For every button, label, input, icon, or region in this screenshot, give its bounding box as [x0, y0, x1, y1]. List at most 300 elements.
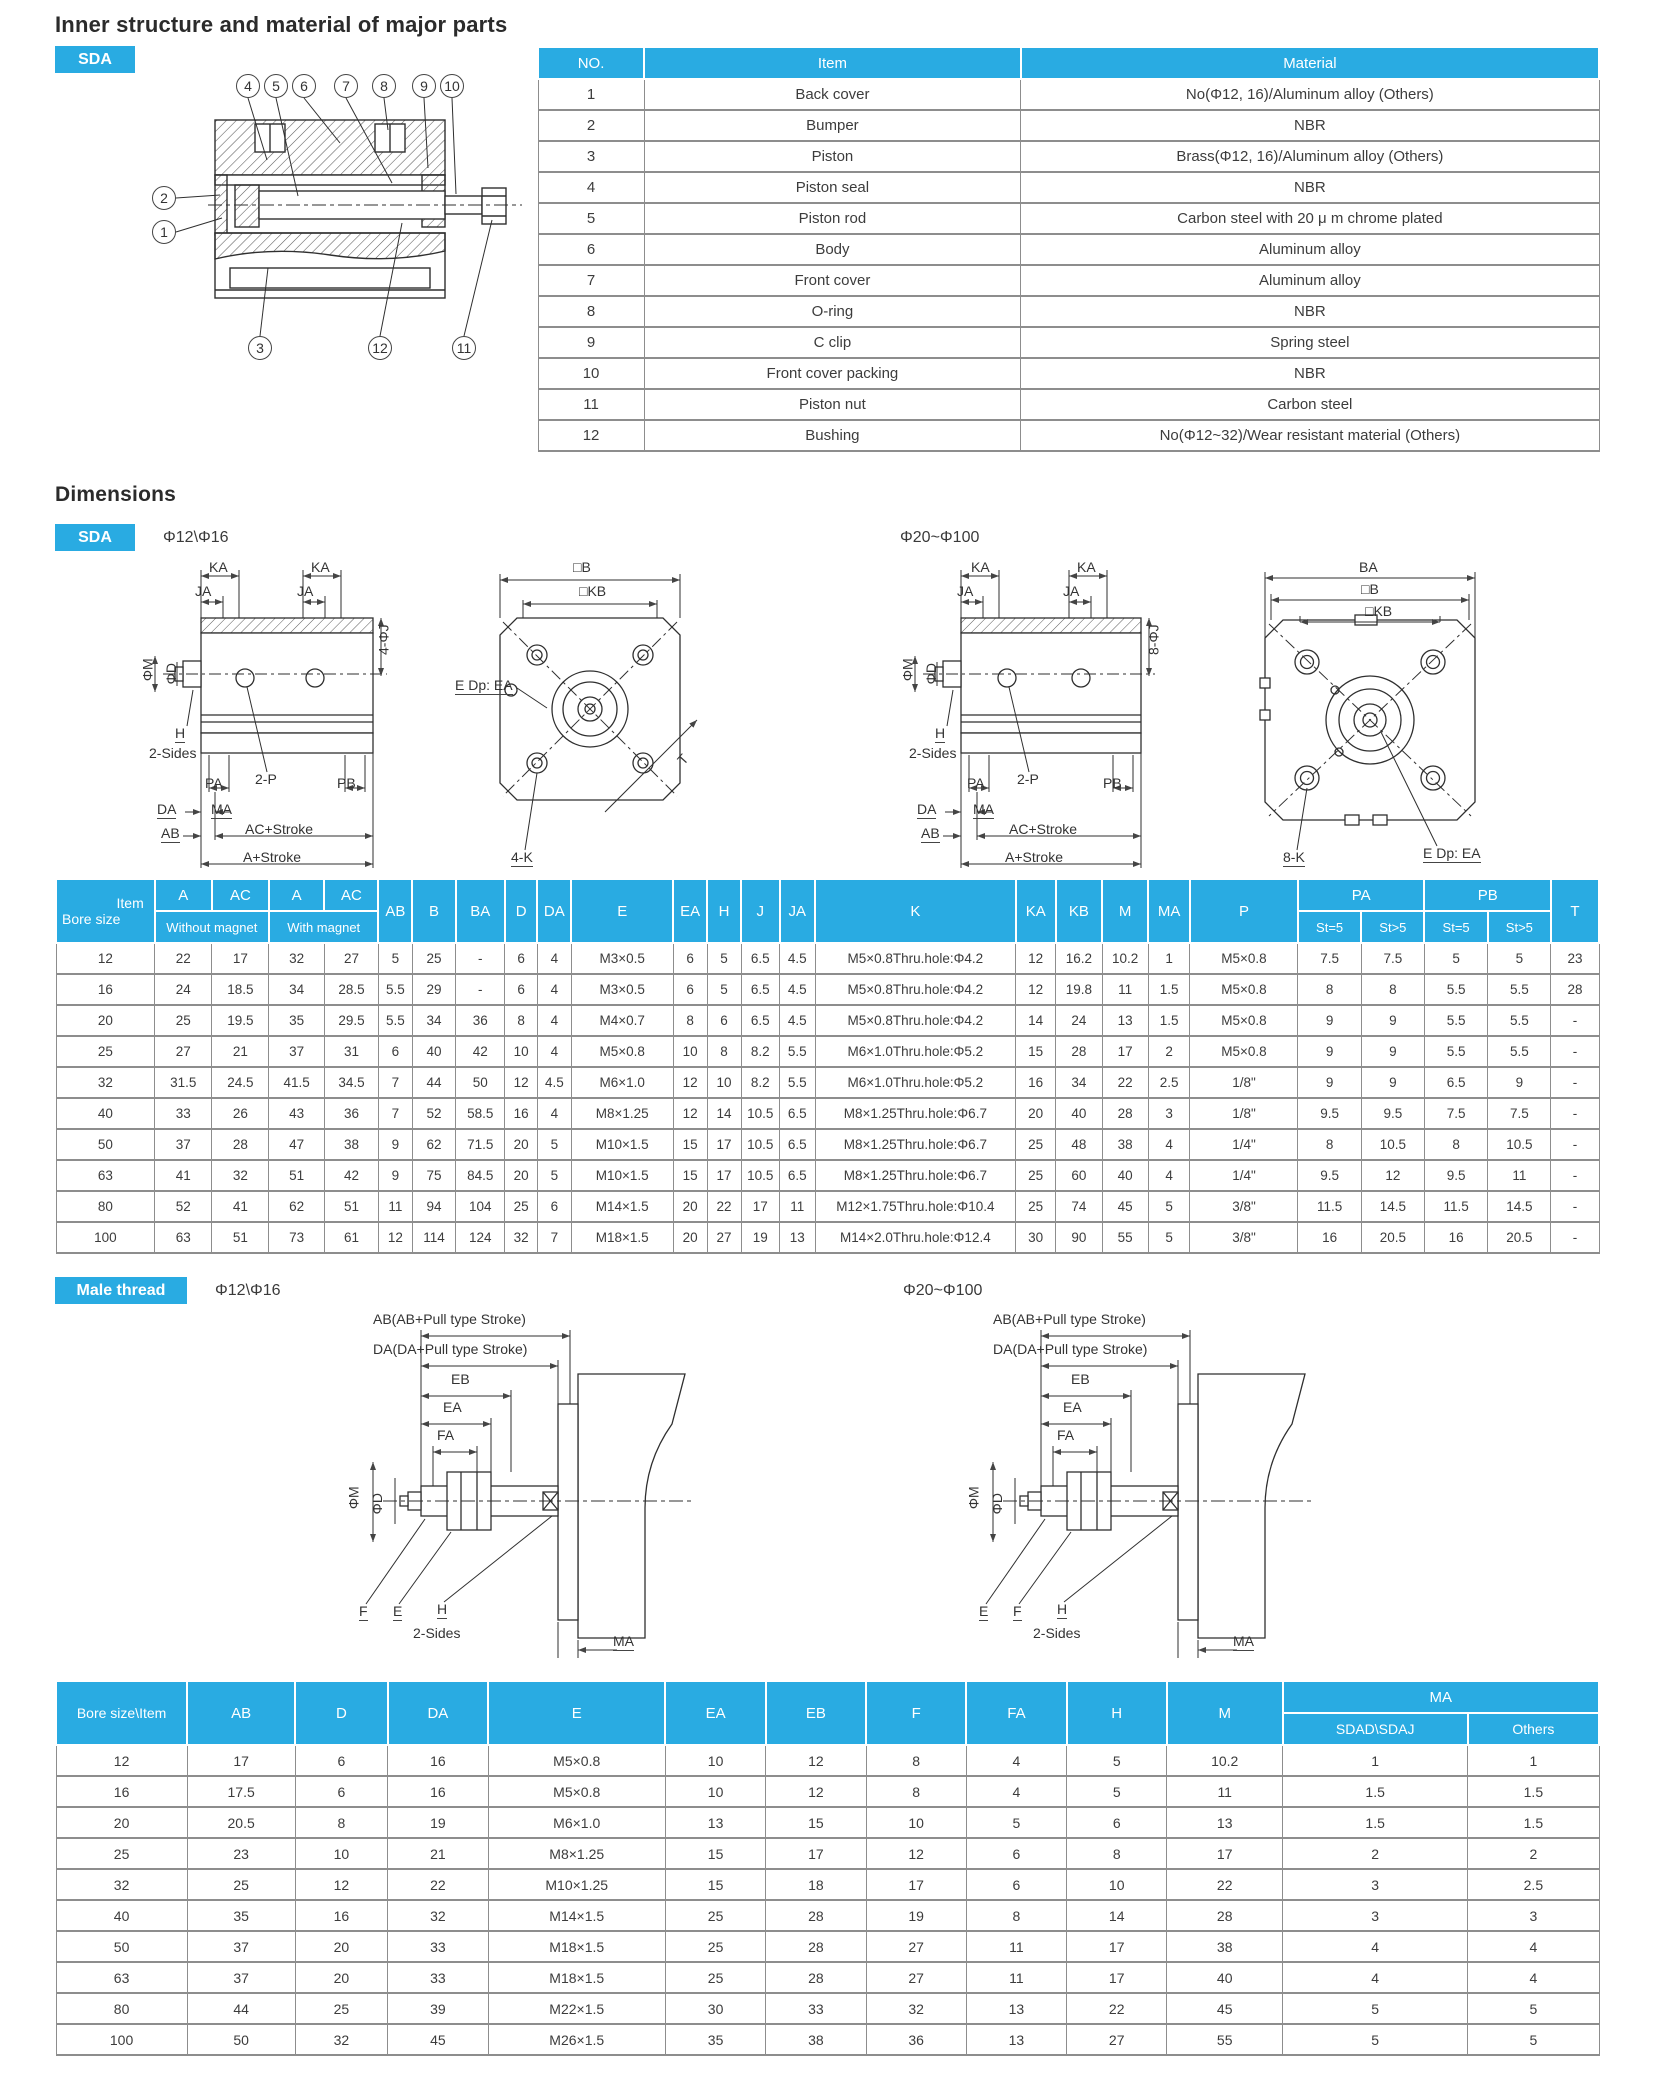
table-cell: 10	[505, 1036, 537, 1067]
dim-label: DA	[157, 802, 176, 819]
table-cell: 5	[1148, 1222, 1190, 1253]
table-cell: 5	[1468, 2024, 1599, 2055]
table-cell: 22	[388, 1869, 488, 1900]
table-cell: 34	[269, 974, 325, 1005]
table-cell: 8.2	[741, 1036, 780, 1067]
table-cell: 40	[1167, 1962, 1283, 1993]
table-cell: 19	[866, 1900, 966, 1931]
sda-small-front-svg	[455, 560, 725, 900]
table-cell: 7.5	[1361, 943, 1424, 974]
callout-number: 7	[334, 74, 358, 98]
table-cell: 8	[673, 1005, 707, 1036]
male-thread-large-drawing	[845, 1312, 1410, 1672]
table-cell: 5.5	[1488, 974, 1551, 1005]
table-cell: 15	[673, 1129, 707, 1160]
col-header-no: NO.	[538, 47, 644, 79]
table-cell: 7.5	[1424, 1098, 1487, 1129]
table-row	[56, 1993, 1599, 2024]
table-cell: 12	[56, 1745, 187, 1776]
table-cell: 28	[1102, 1098, 1148, 1129]
table-cell: 16	[295, 1900, 388, 1931]
male-thread-table	[55, 1680, 1600, 2056]
table-cell: 114	[412, 1222, 455, 1253]
table-cell: 21	[388, 1838, 488, 1869]
table-row	[56, 1962, 1599, 1993]
table-cell: 47	[269, 1129, 325, 1160]
table-cell: 8	[1298, 1129, 1361, 1160]
dim-label: H	[935, 726, 945, 743]
table-cell: 5.5	[378, 1005, 412, 1036]
table-cell: 37	[187, 1962, 295, 1993]
table-cell: 14.5	[1361, 1191, 1424, 1222]
table-header-row	[538, 47, 1599, 79]
table-cell: 40	[56, 1900, 187, 1931]
table-cell: Carbon steel	[1021, 389, 1599, 420]
table-cell: -	[1551, 1098, 1599, 1129]
dim-label: □B	[1361, 581, 1379, 597]
dim-label: 2-Sides	[1033, 1625, 1081, 1641]
table-cell: 3	[538, 141, 644, 172]
table-cell: 4	[966, 1776, 1066, 1807]
dim-label: 2-P	[1017, 771, 1039, 787]
table-cell: 4	[1468, 1931, 1599, 1962]
table-cell: M14×1.5	[488, 1900, 665, 1931]
table-row	[538, 110, 1599, 141]
bore-range-label-small: Φ12\Φ16	[163, 529, 229, 546]
table-cell: 28	[212, 1129, 269, 1160]
page-title: Inner structure and material of major parts	[55, 12, 508, 37]
table-cell: 15	[1016, 1036, 1056, 1067]
table-cell: 5	[1283, 1993, 1468, 2024]
table-cell: 1	[1283, 1745, 1468, 1776]
table-cell: 10.5	[1361, 1129, 1424, 1160]
table-cell: 32	[295, 2024, 388, 2055]
table-cell: 20	[673, 1191, 707, 1222]
table-cell: 37	[269, 1036, 325, 1067]
table-cell: 44	[187, 1993, 295, 2024]
table-row	[56, 1098, 1599, 1129]
table-cell: 13	[665, 1807, 765, 1838]
table-cell: 16	[1016, 1067, 1056, 1098]
table-cell: M6×1.0	[571, 1067, 673, 1098]
dim-label: H	[1057, 1602, 1067, 1619]
dim-label: 2-Sides	[909, 745, 957, 761]
dim-label: 2-Sides	[149, 745, 197, 761]
table-cell: M5×0.8	[1190, 1005, 1298, 1036]
table-cell: Back cover	[644, 79, 1021, 110]
table-cell: 17.5	[187, 1776, 295, 1807]
table-cell: 38	[766, 2024, 866, 2055]
table-cell: M5×0.8	[488, 1776, 665, 1807]
dim-label: ΦM	[965, 1486, 982, 1510]
table-cell: M4×0.7	[571, 1005, 673, 1036]
table-cell: 14	[1016, 1005, 1056, 1036]
table-row	[56, 1129, 1599, 1160]
table-cell: 8	[866, 1745, 966, 1776]
table-cell: 17	[1067, 1931, 1167, 1962]
table-row	[56, 1931, 1599, 1962]
table-cell: 17	[866, 1869, 966, 1900]
col-header-JA: JA	[780, 879, 815, 943]
table-cell: 34	[412, 1005, 455, 1036]
table-row	[56, 974, 1599, 1005]
table-cell: 13	[1167, 1807, 1283, 1838]
table-cell: 10	[1067, 1869, 1167, 1900]
table-row	[538, 358, 1599, 389]
table-cell: 20.5	[1488, 1222, 1551, 1253]
table-cell: 63	[155, 1222, 212, 1253]
dim-label: EA	[443, 1399, 462, 1415]
dim-label: KA	[1077, 559, 1096, 575]
table-cell: 20.5	[187, 1807, 295, 1838]
table-cell: 19	[741, 1222, 780, 1253]
table-cell: 8	[1361, 974, 1424, 1005]
table-cell: 34	[1056, 1067, 1102, 1098]
table-cell: 55	[1102, 1222, 1148, 1253]
callout-number: 3	[248, 336, 272, 360]
table-cell: 11	[1488, 1160, 1551, 1191]
col-header-others: Others	[1468, 1713, 1599, 1745]
table-cell: 80	[56, 1191, 155, 1222]
table-cell: 22	[707, 1191, 741, 1222]
table-header-row	[56, 1681, 1599, 1713]
table-cell: 73	[269, 1222, 325, 1253]
table-cell: 20	[1016, 1098, 1056, 1129]
table-cell: 6.5	[780, 1160, 815, 1191]
table-cell: 28	[766, 1962, 866, 1993]
dim-label: AB	[921, 826, 940, 843]
table-cell: 5.5	[1424, 1036, 1487, 1067]
dim-label: 2-P	[255, 771, 277, 787]
table-cell: 8	[1298, 974, 1361, 1005]
inner-structure-drawing	[130, 68, 530, 373]
table-cell: 6.5	[741, 974, 780, 1005]
table-cell: Piston seal	[644, 172, 1021, 203]
table-cell: 10.5	[741, 1160, 780, 1191]
table-cell: 11	[780, 1191, 815, 1222]
col-header-H: H	[707, 879, 741, 943]
table-cell: 4.5	[780, 943, 815, 974]
table-cell: 4	[1283, 1931, 1468, 1962]
table-cell: 6	[673, 943, 707, 974]
table-cell: 16	[56, 1776, 187, 1807]
table-cell: 12	[1016, 974, 1056, 1005]
callout-number: 5	[264, 74, 288, 98]
table-cell: 11	[378, 1191, 412, 1222]
col-header-F: F	[866, 1681, 966, 1745]
table-cell: 5.5	[780, 1067, 815, 1098]
table-cell: 6	[295, 1745, 388, 1776]
dim-label: □B	[573, 559, 591, 575]
table-cell: C clip	[644, 327, 1021, 358]
table-cell: 42	[324, 1160, 378, 1191]
table-cell: 17	[1167, 1838, 1283, 1869]
table-cell: 11	[538, 389, 644, 420]
table-cell: 3/8"	[1190, 1191, 1298, 1222]
table-cell: 63	[56, 1962, 187, 1993]
table-row	[56, 1222, 1599, 1253]
table-cell: 9	[1488, 1067, 1551, 1098]
table-cell: 12	[295, 1869, 388, 1900]
table-cell: 8	[1067, 1838, 1167, 1869]
table-cell: 9	[378, 1160, 412, 1191]
table-cell: 5.5	[1488, 1005, 1551, 1036]
sda-badge: SDA	[55, 524, 135, 551]
table-cell: 16	[1298, 1222, 1361, 1253]
dim-label: 8-K	[1283, 850, 1305, 867]
table-cell: 8.2	[741, 1067, 780, 1098]
table-cell: 28	[1056, 1036, 1102, 1067]
table-cell: 2	[1148, 1036, 1190, 1067]
table-cell: 5.5	[1424, 974, 1487, 1005]
col-header-H: H	[1067, 1681, 1167, 1745]
col-header-A: A	[155, 879, 212, 911]
table-cell: 17	[741, 1191, 780, 1222]
dim-label: □KB	[579, 583, 607, 599]
table-cell: M18×1.5	[488, 1931, 665, 1962]
table-cell: 1/4"	[1190, 1129, 1298, 1160]
table-cell: 25	[1016, 1129, 1056, 1160]
col-header-E: E	[488, 1681, 665, 1745]
table-cell: -	[1551, 1160, 1599, 1191]
table-cell: 12	[56, 943, 155, 974]
table-row	[538, 234, 1599, 265]
dim-label: PA	[967, 775, 985, 791]
table-cell: 62	[412, 1129, 455, 1160]
table-cell: 33	[388, 1931, 488, 1962]
dim-label: 4-ΦJ	[375, 624, 392, 656]
table-cell: 17	[187, 1745, 295, 1776]
table-row	[56, 1776, 1599, 1807]
table-cell: 2.5	[1468, 1869, 1599, 1900]
table-cell: 7	[378, 1098, 412, 1129]
table-cell: 4.5	[537, 1067, 571, 1098]
table-row	[56, 2024, 1599, 2055]
table-cell: 8	[966, 1900, 1066, 1931]
table-cell: 9	[1361, 1067, 1424, 1098]
table-cell: 12	[766, 1745, 866, 1776]
table-cell: 32	[56, 1067, 155, 1098]
col-header-AC: AC	[212, 879, 269, 911]
table-cell: 20	[295, 1962, 388, 1993]
dim-label: 2-Sides	[413, 1625, 461, 1641]
table-cell: M8×1.25Thru.hole:Φ6.7	[815, 1129, 1016, 1160]
table-cell: 3/8"	[1190, 1222, 1298, 1253]
table-cell: 18	[766, 1869, 866, 1900]
dim-label: E	[979, 1604, 988, 1621]
table-cell: 4.5	[780, 1005, 815, 1036]
table-cell: 16.2	[1056, 943, 1102, 974]
table-row	[56, 1838, 1599, 1869]
table-cell: 10	[665, 1745, 765, 1776]
table-cell: 1.5	[1148, 1005, 1190, 1036]
table-cell: 7.5	[1298, 943, 1361, 974]
dim-label: KA	[971, 559, 990, 575]
dim-label: FA	[1057, 1427, 1075, 1443]
col-header-stg5: St>5	[1361, 911, 1424, 943]
col-header-BA: BA	[456, 879, 505, 943]
table-cell: 4	[966, 1745, 1066, 1776]
table-cell: 9	[1298, 1005, 1361, 1036]
col-header-AB: AB	[378, 879, 412, 943]
dim-label: ΦD	[988, 1493, 1005, 1515]
table-cell: 33	[155, 1098, 212, 1129]
callout-number: 10	[440, 74, 464, 98]
table-cell: 20	[56, 1005, 155, 1036]
col-group-MA: MA	[1283, 1681, 1599, 1713]
table-cell: 10	[538, 358, 644, 389]
table-cell: 32	[269, 943, 325, 974]
table-cell: 84.5	[456, 1160, 505, 1191]
col-group-with-magnet: With magnet	[269, 911, 379, 943]
table-cell: 3	[1148, 1098, 1190, 1129]
table-cell: 4.5	[780, 974, 815, 1005]
table-cell: 63	[56, 1160, 155, 1191]
table-cell: M8×1.25Thru.hole:Φ6.7	[815, 1160, 1016, 1191]
table-cell: 29.5	[324, 1005, 378, 1036]
table-cell: 5	[1067, 1745, 1167, 1776]
table-cell: 9	[538, 327, 644, 358]
table-cell: 10	[673, 1036, 707, 1067]
table-cell: 2.5	[1148, 1067, 1190, 1098]
table-cell: 2	[538, 110, 644, 141]
table-cell: 4	[537, 1098, 571, 1129]
dim-label: JA	[297, 583, 314, 599]
col-header-EB: EB	[766, 1681, 866, 1745]
table-cell: 5	[1283, 2024, 1468, 2055]
dim-label: JA	[1063, 583, 1080, 599]
col-header-sdad-sdaj: SDAD\SDAJ	[1283, 1713, 1468, 1745]
table-cell: 52	[155, 1191, 212, 1222]
table-cell: 5	[537, 1129, 571, 1160]
table-cell: 8	[295, 1807, 388, 1838]
male-thread-small-svg	[225, 1312, 790, 1672]
col-header-E: E	[571, 879, 673, 943]
table-cell: 5	[1148, 1191, 1190, 1222]
table-cell: 41	[155, 1160, 212, 1191]
table-cell: M8×1.25Thru.hole:Φ6.7	[815, 1098, 1016, 1129]
table-cell: 5	[378, 943, 412, 974]
table-cell: 10	[866, 1807, 966, 1838]
dim-label: F	[1013, 1604, 1022, 1621]
callout-number: 11	[452, 336, 476, 360]
table-cell: 29	[412, 974, 455, 1005]
table-cell: M5×0.8	[1190, 1036, 1298, 1067]
table-cell: 39	[388, 1993, 488, 2024]
table-cell: M6×1.0Thru.hole:Φ5.2	[815, 1036, 1016, 1067]
table-cell: 25	[155, 1005, 212, 1036]
table-cell: 5.5	[378, 974, 412, 1005]
table-cell: 13	[780, 1222, 815, 1253]
table-cell: 9.5	[1424, 1160, 1487, 1191]
callout-number: 1	[152, 220, 176, 244]
dim-label: EB	[451, 1371, 470, 1387]
table-row	[56, 1900, 1599, 1931]
table-cell: 17	[212, 943, 269, 974]
table-cell: 12	[866, 1838, 966, 1869]
table-cell: 10	[665, 1776, 765, 1807]
table-cell: M10×1.5	[571, 1160, 673, 1191]
table-cell: 13	[1102, 1005, 1148, 1036]
table-cell: 20	[673, 1222, 707, 1253]
table-cell: 22	[1067, 1993, 1167, 2024]
table-cell: Piston	[644, 141, 1021, 172]
table-row	[56, 1745, 1599, 1776]
corner-header: Bore size\Item	[56, 1681, 187, 1745]
table-cell: 40	[412, 1036, 455, 1067]
table-cell: 80	[56, 1993, 187, 2024]
table-cell: Aluminum alloy	[1021, 265, 1599, 296]
table-row	[538, 141, 1599, 172]
table-cell: 25	[505, 1191, 537, 1222]
col-header-M: M	[1102, 879, 1148, 943]
sda-large-front-drawing	[1215, 560, 1550, 900]
table-cell: 5	[538, 203, 644, 234]
table-cell: 17	[707, 1160, 741, 1191]
table-cell: 20	[505, 1129, 537, 1160]
table-row	[56, 1005, 1599, 1036]
table-cell: 51	[212, 1222, 269, 1253]
table-cell: 16	[1424, 1222, 1487, 1253]
table-cell: 32	[505, 1222, 537, 1253]
dim-label: ΦM	[345, 1486, 362, 1510]
dim-label: JA	[957, 583, 974, 599]
table-cell: M26×1.5	[488, 2024, 665, 2055]
col-header-P: P	[1190, 879, 1298, 943]
col-header-AB: AB	[187, 1681, 295, 1745]
col-group-PB: PB	[1424, 879, 1551, 911]
table-cell: 50	[456, 1067, 505, 1098]
table-cell: 41.5	[269, 1067, 325, 1098]
table-cell: 34.5	[324, 1067, 378, 1098]
table-cell: M5×0.8	[1190, 943, 1298, 974]
table-cell: 7	[537, 1222, 571, 1253]
table-cell: 6	[505, 974, 537, 1005]
col-header-KB: KB	[1056, 879, 1102, 943]
dim-label: ΦD	[368, 1493, 385, 1515]
table-cell: 12	[538, 420, 644, 451]
table-cell: M8×1.25	[488, 1838, 665, 1869]
table-cell: 6	[1067, 1807, 1167, 1838]
dim-label: AC+Stroke	[245, 821, 314, 837]
callout-number: 8	[372, 74, 396, 98]
table-cell: 52	[412, 1098, 455, 1129]
table-cell: 40	[1056, 1098, 1102, 1129]
table-cell: M3×0.5	[571, 974, 673, 1005]
table-cell: 6.5	[780, 1098, 815, 1129]
table-cell: 61	[324, 1222, 378, 1253]
table-cell: Bumper	[644, 110, 1021, 141]
col-header-DA: DA	[537, 879, 571, 943]
col-header-B: B	[412, 879, 455, 943]
table-cell: 28	[1167, 1900, 1283, 1931]
table-cell: 5	[1468, 1993, 1599, 2024]
table-cell: 1/8"	[1190, 1067, 1298, 1098]
table-cell: 5	[537, 1160, 571, 1191]
table-cell: 40	[56, 1098, 155, 1129]
table-cell: 12	[673, 1067, 707, 1098]
table-cell: 10.5	[1488, 1129, 1551, 1160]
table-cell: 12	[378, 1222, 412, 1253]
callout-number: 9	[412, 74, 436, 98]
table-cell: 51	[324, 1191, 378, 1222]
table-cell: 11.5	[1424, 1191, 1487, 1222]
table-cell: M10×1.25	[488, 1869, 665, 1900]
callout-number: 4	[236, 74, 260, 98]
table-cell: 38	[1102, 1129, 1148, 1160]
table-cell: 6	[966, 1838, 1066, 1869]
dim-label: AB	[161, 826, 180, 843]
